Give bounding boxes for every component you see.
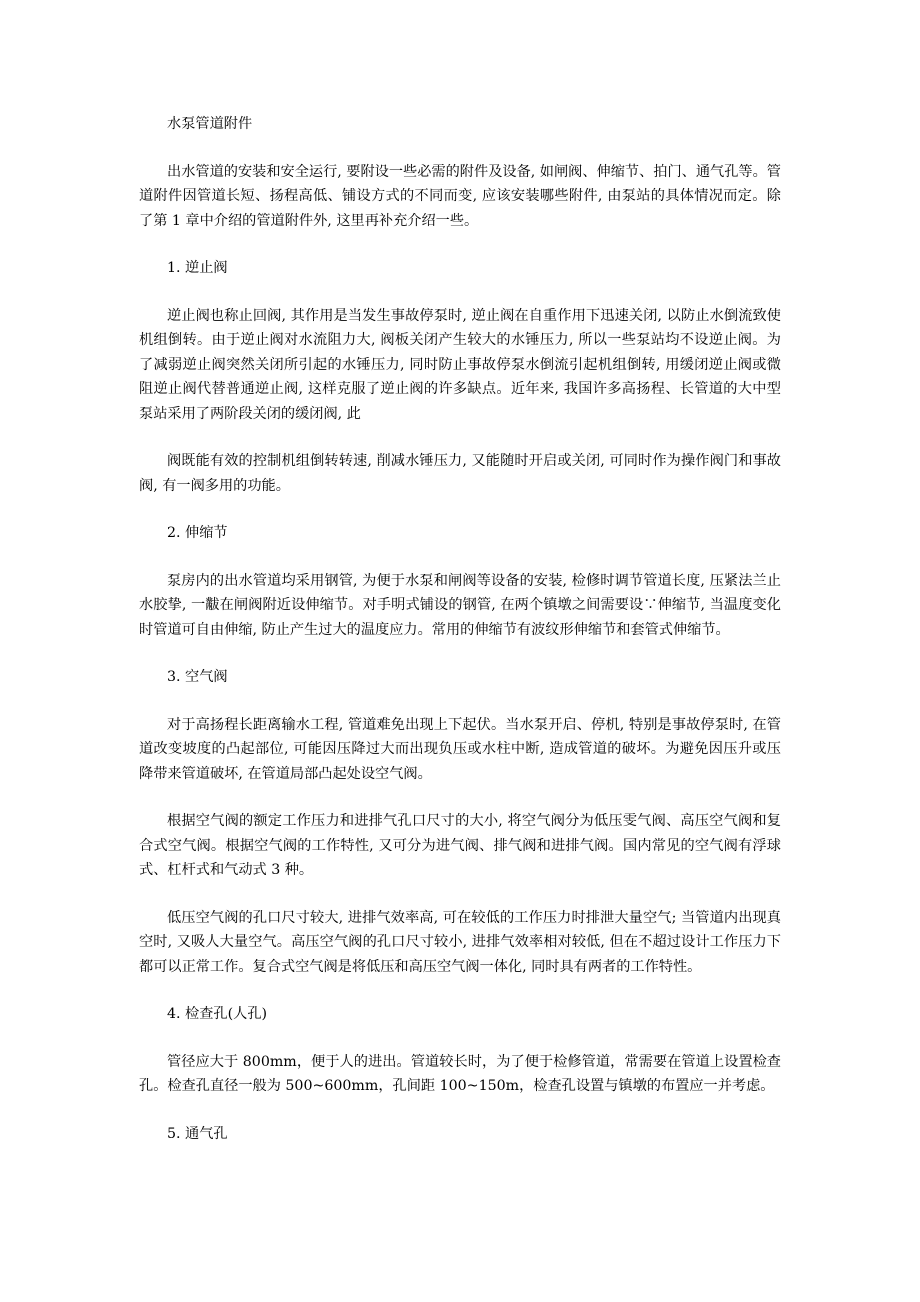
document-page [139,112,781,1146]
heading-expansion-joint: 2. 伸缩节 [167,525,228,541]
check-valve-paragraph: 逆止阀也称止回阀, 其作用是当发生事故停泵时, 逆止阀在自重作用下迅速关闭, 以防止水倒流致使机组倒转。由于逆止阀对水流阻力大, 阀板关闭产生较大的水锤压力, 所以一些泵站均不设逆止阀。为了减弱逆止阀突然关闭所引起的水锤压力, 同时防止事故停泵水倒流引起机组倒转, 用缓闭逆止阀或微阻逆止阀代替普通逆止阀, 这样克服了逆止阀的许多缺点。近年来, 我国许多高扬程、长管道的大中型泵站采用了两阶段关闭的缓闭阀, 此 [139,307,781,422]
air-valve-paragraph-3: 低压空气阀的孔口尺寸较大, 进排气效率高, 可在较低的工作压力时排泄大量空气; 当管道内出现真空时, 又吸人大量空气。高压空气阀的孔口尺寸较小, 进排气效率相对较低, 但在不超过设计工作压力下都可以正常工作。复合式空气阀是将低压和高压空气阀一体化, 同时具有两者的工作特性。 [139,909,781,975]
section-title: 水泵管道附件 [167,116,253,132]
heading-vent-hole: 5. 通气孔 [167,1125,228,1142]
heading-air-valve: 3. 空气阀 [167,669,228,685]
check-valve-paragraph-continued: 阀既能有效的控制机组倒转转速, 削减水锤压力, 又能随时开启或关闭, 可同时作为操作阀门和事故阀, 有一阀多用的功能。 [139,453,781,494]
air-valve-paragraph-1: 对于高扬程长距离输水工程, 管道难免出现上下起伏。当水泵开启、停机, 特别是事故停泵时, 在管道改变坡度的凸起部位, 可能因压降过大而出现负压或水柱中断, 造成管道的破坏。为避免因压升或压降带来管道破坏, 在管道局部凸起处设空气阀。 [139,716,781,782]
air-valve-paragraph-2: 根据空气阀的额定工作压力和进排气孔口尺寸的大小, 将空气阀分为低压雯气阀、高压空气阀和复合式空气阀。根据空气阀的工作特性, 又可分为进气阀、排气阀和进排气阀。国内常见的空气阀有浮球式、杠杆式和气动式 3 种。 [139,813,781,878]
heading-inspection-hole: 4. 检查孔(人孔) [167,1006,268,1022]
heading-check-valve: 1. 逆止阀 [167,260,228,276]
intro-paragraph: 出水管道的安装和安全运行, 要附设一些必需的附件及设备, 如闸阀、伸缩节、拍门、通气孔等。管道附件因管道长短、扬程高低、铺设方式的不同而变, 应该安装哪些附件, 由泵站的具体情况而定。除了第 1 章中介绍的管道附件外, 这里再补充介绍一些。 [139,163,781,229]
inspection-hole-paragraph: 管径应大于 800mm，便于人的进出。管道较长时，为了便于检修管道，常需要在管道上设置检查孔。检查孔直径一般为 500~600mm，孔间距 100~150m，检查孔设置与镇墩的布置应一并考虑。 [139,1053,781,1094]
expansion-joint-paragraph: 泵房内的出水管道均采用钢管, 为便于水泵和闸阀等设备的安装, 检修时调节管道长度, 压紧法兰止水胶挚, 一黻在闸阀附近设伸缩节。对手明式铺设的钢管, 在两个镇墩之间需要设∵伸缩节, 当温度变化时管道可自由伸缩, 防止产生过大的温度应力。常用的伸缩节有波纹形伸缩节和套管式伸缩节。 [139,572,781,638]
